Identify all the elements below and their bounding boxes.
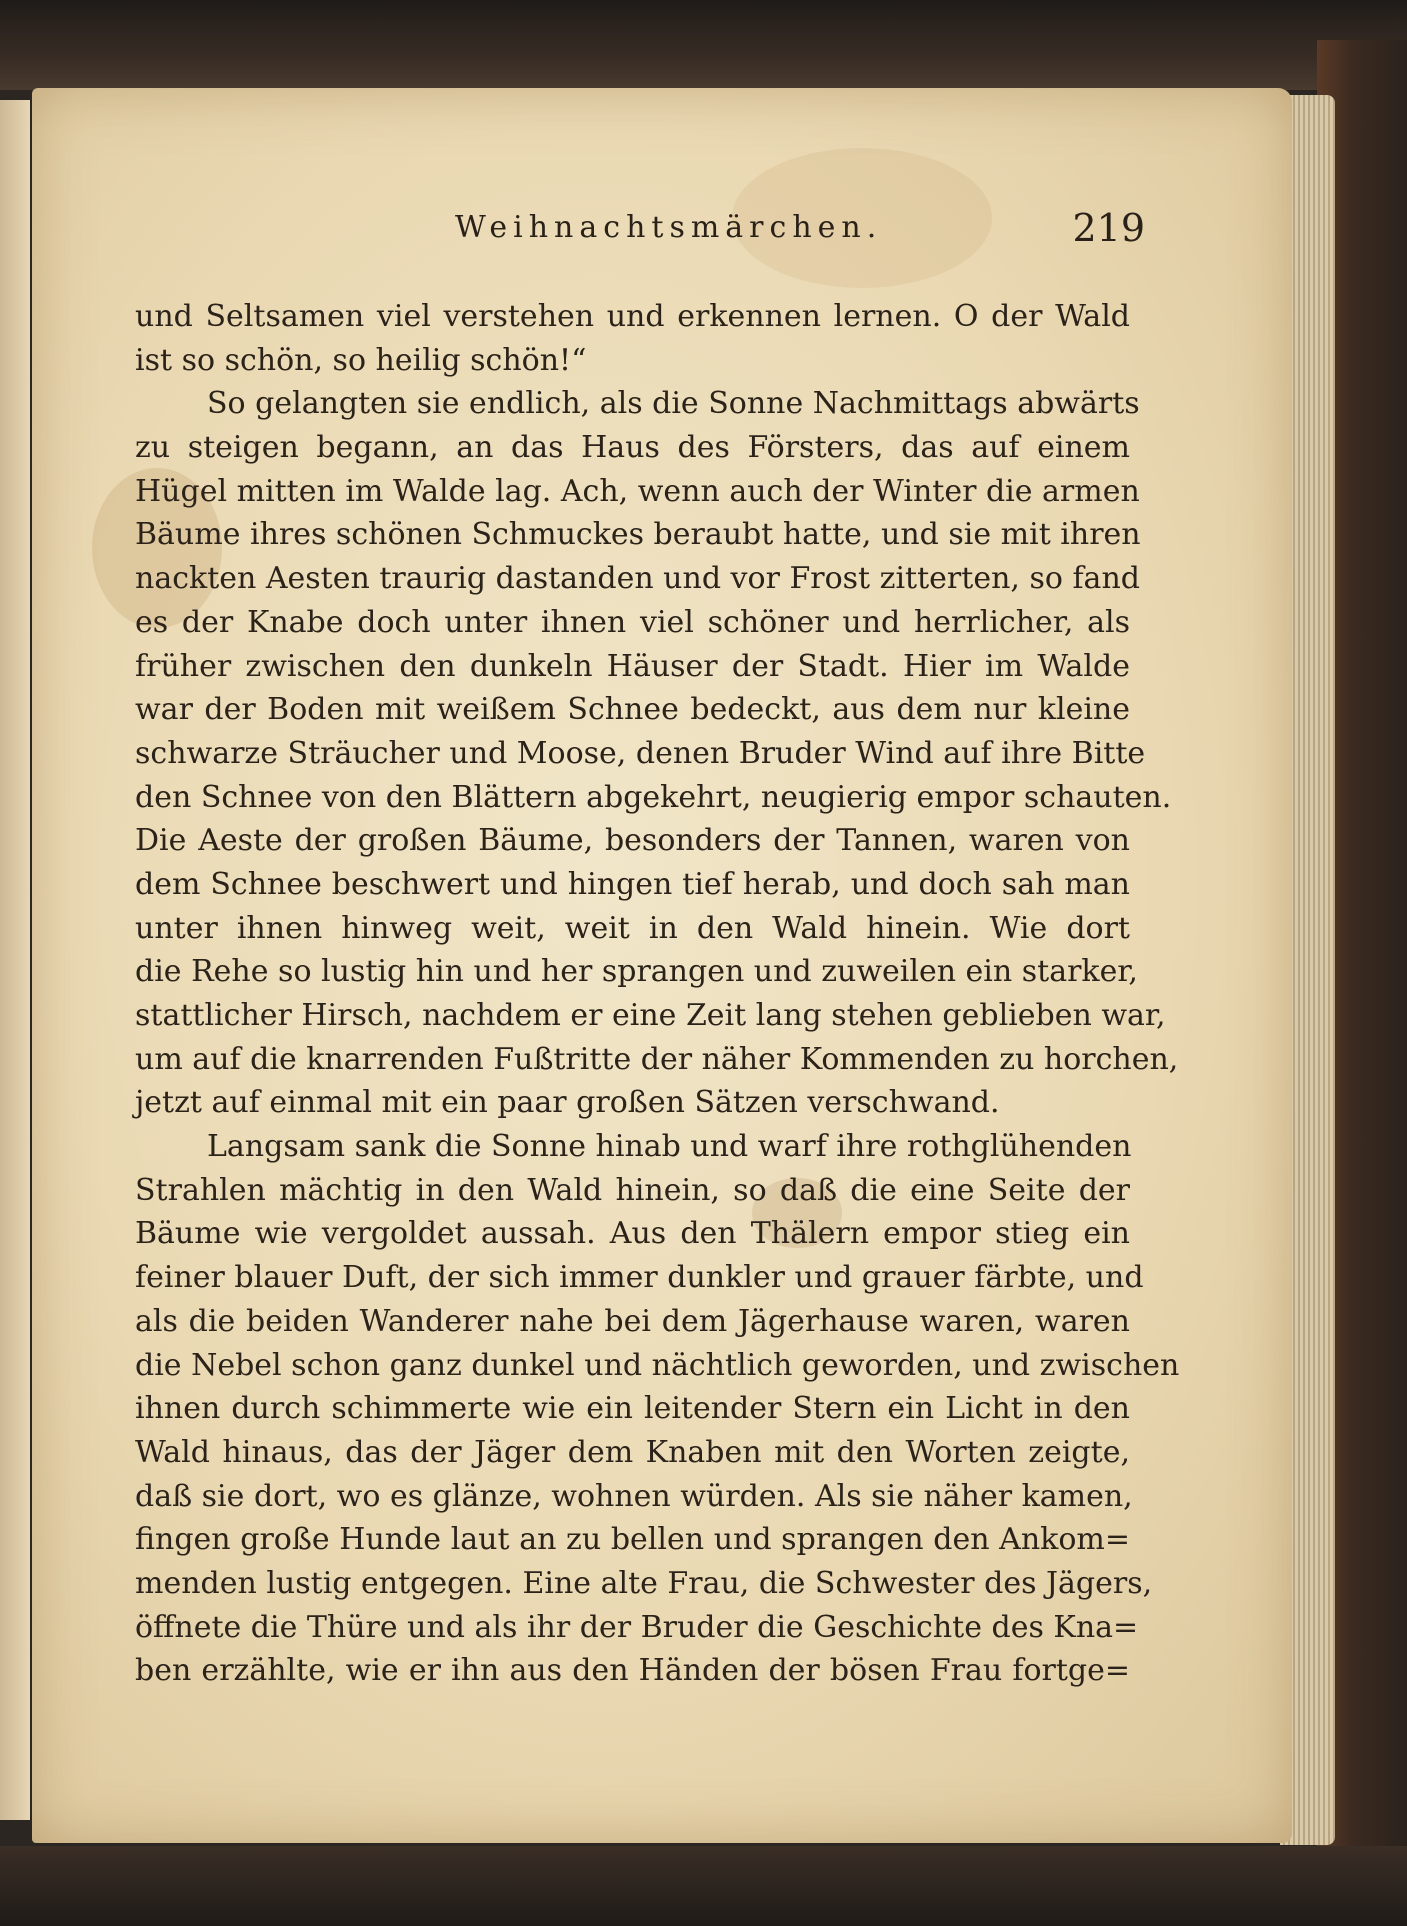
- text-line: war der Boden mit weißem Schnee bedeckt, aus dem nur kleine: [135, 692, 1130, 728]
- text-line: als die beiden Wanderer nahe bei dem Jägerhause waren, waren: [135, 1303, 1130, 1339]
- text-line: ihnen durch schimmerte wie ein leitender Stern ein Licht in den: [135, 1391, 1130, 1427]
- text-line: ben erzählte, wie er ihn aus den Händen der bösen Frau fortge=: [135, 1653, 1130, 1689]
- text-line: menden lustig entgegen. Eine alte Frau, die Schwester des Jägers,: [135, 1565, 1153, 1601]
- text-line: jetzt auf einmal mit ein paar großen Sätzen verschwand.: [135, 1085, 1000, 1121]
- left-page-edge: [0, 100, 30, 1820]
- text-line: unter ihnen hinweg weit, weit in den Wald hinein. Wie dort: [135, 910, 1130, 946]
- book-cover-top: [0, 0, 1407, 90]
- text-line: So gelangten sie endlich, als die Sonne Nachmittags abwärts: [207, 386, 1140, 422]
- page-number: 219: [1072, 206, 1145, 250]
- text-line: feiner blauer Duft, der sich immer dunkler und grauer färbte, und: [135, 1260, 1144, 1296]
- text-line: früher zwischen den dunkeln Häuser der Stadt. Hier im Walde: [135, 648, 1130, 684]
- text-line: und Seltsamen viel verstehen und erkennen lernen. O der Wald: [135, 299, 1130, 334]
- text-line: Wald hinaus, das der Jäger dem Knaben mit den Worten zeigte,: [135, 1434, 1130, 1470]
- text-line: stattlicher Hirsch, nachdem er eine Zeit lang stehen geblieben war,: [135, 998, 1166, 1033]
- text-line: Bäume ihres schönen Schmuckes beraubt hatte, und sie mit ihren: [135, 517, 1141, 553]
- text-line: dem Schnee beschwert und hingen tief herab, und doch sah man: [135, 866, 1130, 902]
- text-line: Bäume wie vergoldet aussah. Aus den Thälern empor stieg ein: [135, 1216, 1130, 1252]
- text-line: die Rehe so lustig hin und her sprangen und zuweilen ein starker,: [135, 954, 1138, 990]
- text-line: nackten Aesten traurig dastanden und vor Frost zitterten, so fand: [135, 561, 1140, 597]
- text-line: daß sie dort, wo es glänze, wohnen würden. Als sie näher kamen,: [135, 1478, 1133, 1514]
- text-line: ist so schön, so heilig schön!“: [135, 342, 587, 378]
- book-cover-bottom: [0, 1846, 1407, 1926]
- page-header: [135, 206, 1145, 260]
- text-line: den Schnee von den Blättern abgekehrt, neugierig empor schauten.: [135, 779, 1172, 815]
- text-line: Strahlen mächtig in den Wald hinein, so daß die eine Seite der: [135, 1172, 1130, 1208]
- text-line: um auf die knarrenden Fußtritte der näher Kommenden zu horchen,: [135, 1041, 1179, 1077]
- running-title: Weihnachtsmärchen.: [455, 210, 883, 245]
- text-line: die Nebel schon ganz dunkel und nächtlich geworden, und zwischen: [135, 1347, 1180, 1383]
- text-line: fingen große Hunde laut an zu bellen und sprangen den Ankom=: [135, 1522, 1130, 1558]
- text-line: es der Knabe doch unter ihnen viel schöner und herrlicher, als: [135, 604, 1130, 640]
- text-line: Hügel mitten im Walde lag. Ach, wenn auch der Winter die armen: [135, 473, 1140, 509]
- text-line: öffnete die Thüre und als ihr der Bruder die Geschichte des Kna=: [135, 1609, 1139, 1645]
- text-line: schwarze Sträucher und Moose, denen Bruder Wind auf ihre Bitte: [135, 735, 1146, 771]
- text-line: Die Aeste der großen Bäume, besonders der Tannen, waren von: [135, 823, 1130, 859]
- text-line: zu steigen begann, an das Haus des Försters, das auf einem: [135, 430, 1130, 466]
- text-line: Langsam sank die Sonne hinab und warf ihre rothglühenden: [207, 1129, 1132, 1165]
- body-text: [135, 295, 1180, 1693]
